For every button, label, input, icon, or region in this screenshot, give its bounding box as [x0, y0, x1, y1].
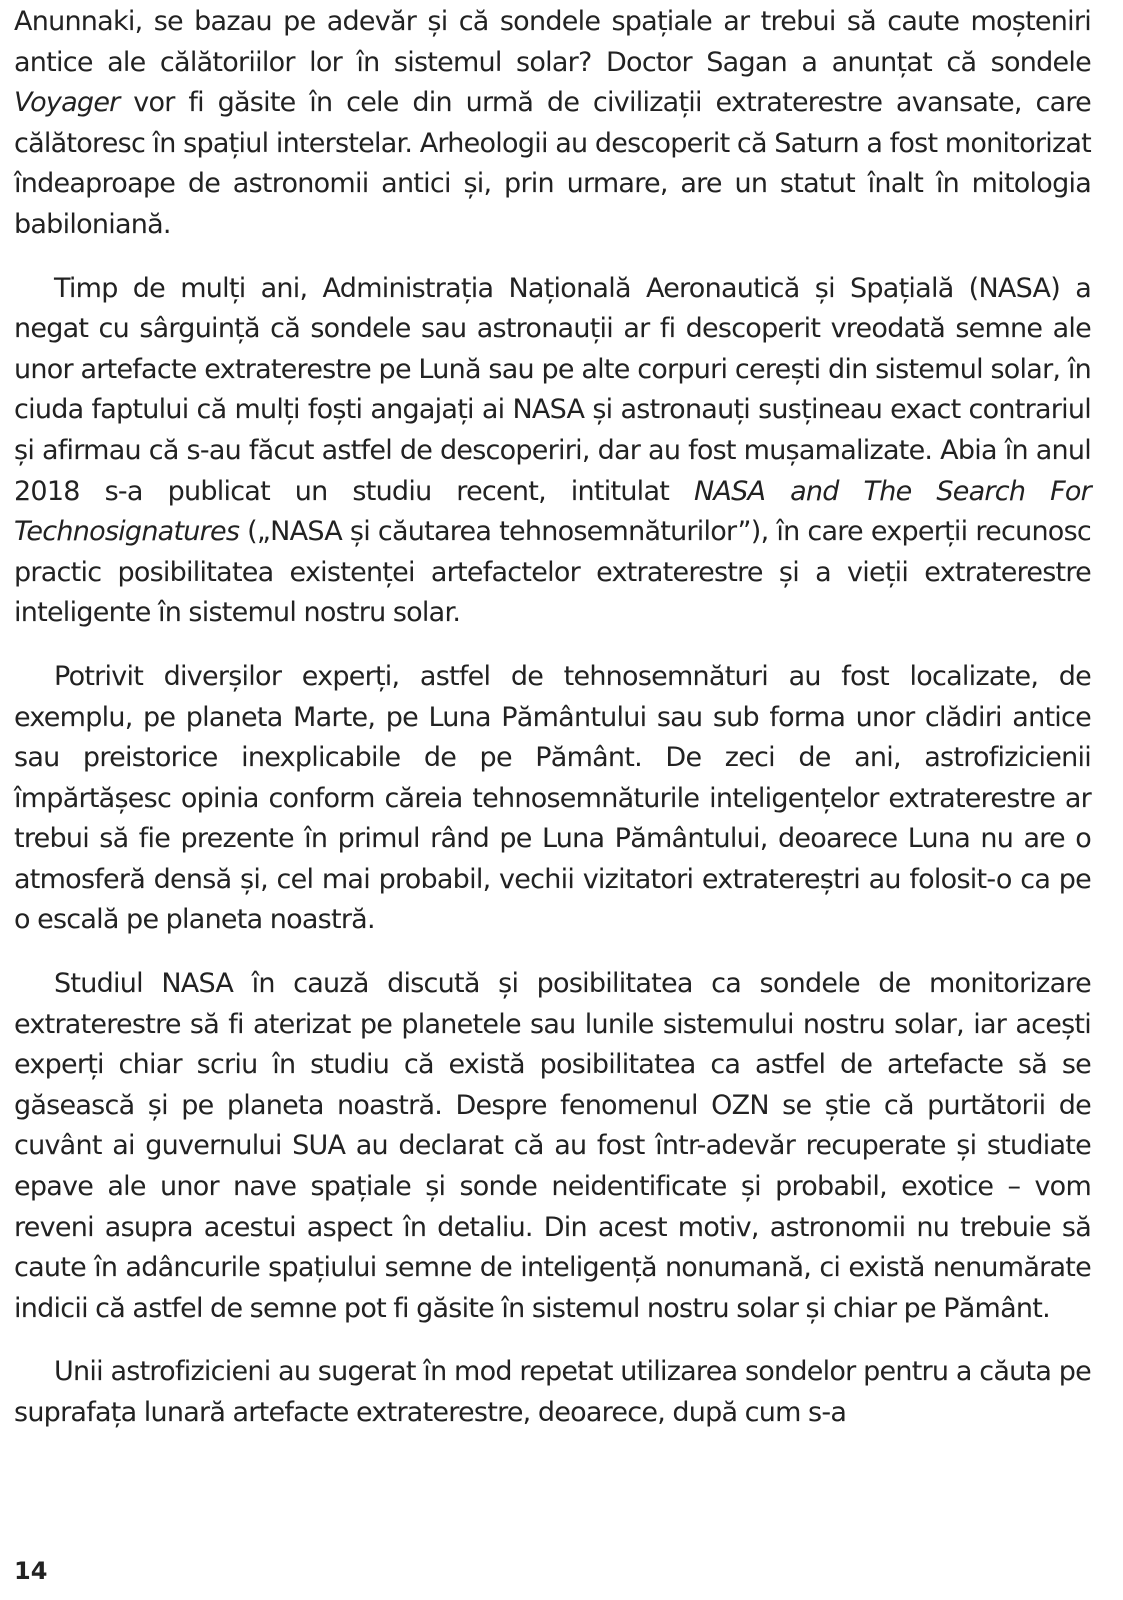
paragraph-2	[14, 269, 1091, 634]
paragraph-2-text-2: („NASA și căutarea tehnosemnăturilor”), în care experții recunosc practic posibilitatea existenței artefactelor extraterestre și a vieții extraterestre inteligente în sistemul nostru solar.	[14, 516, 1091, 629]
paragraph-1-text-2: vor fi găsite în cele din urmă de civilizații extraterestre avansate, care călătoresc în spațiul interstelar. Arheologii au descoperit că Saturn a fost monitorizat îndeaproape de astronomii antici și, prin urmare, are un statut înalt în mitologia babiloniană.	[14, 87, 1091, 240]
page-body	[14, 2, 1091, 1434]
page-number: 14	[14, 1557, 48, 1585]
paragraph-4-text-1: Studiul NASA în cauză discută și posibilitatea ca sondele de monitorizare extraterestre să fi aterizat pe planetele sau lunile sistemului nostru solar, iar acești experți chiar scriu în studiu că există posibilitatea ca astfel de artefacte să se găsească și pe planeta noastră. Despre fenomenul OZN se știe că purtătorii de cuvânt ai guvernului SUA au declarat că au fost într-adevăr recuperate și studiate epave ale unor nave spațiale și sonde neidentificate și probabil, exotice – vom reveni asupra acestui aspect în detaliu. Din acest motiv, astronomii nu trebuie să caute în adâncurile spațiului semne de inteligență nonumană, ci există nenumărate indicii că astfel de semne pot fi găsite în sistemul nostru solar și chiar pe Pământ.	[14, 968, 1091, 1324]
paragraph-1	[14, 2, 1091, 246]
paragraph-3-text-1: Potrivit diverșilor experți, astfel de tehnosemnături au fost localizate, de exemplu, pe planeta Marte, pe Luna Pământului sau sub forma unor clădiri antice sau preistorice inexplicabile de pe Pământ. De zeci de ani, astrofizicienii împărtășesc opinia conform căreia tehnosemnăturile inteligențelor extraterestre ar trebui să fie prezente în primul rând pe Luna Pământului, deoarece Luna nu are o atmosferă densă și, cel mai probabil, vechii vizitatori extratereștri au folosit-o ca pe o escală pe planeta noastră.	[14, 660, 1091, 936]
paragraph-2-study-title: NASA and The Search For Technosignatures	[14, 475, 1091, 548]
paragraph-5-text-1: Unii astrofizicieni au sugerat în mod repetat utilizarea sondelor pentru a căuta pe suprafața lunară artefacte extraterestre, deoarece, după cum s-a	[14, 1356, 1091, 1428]
paragraph-1-text-1: Anunnaki, se bazau pe adevăr și că sondele spațiale ar trebui să caute moșteniri antice ale călătoriilor lor în sistemul solar? Doctor Sagan a anunțat că sondele	[14, 6, 1091, 78]
paragraph-3	[14, 657, 1091, 941]
paragraph-4	[14, 964, 1091, 1329]
paragraph-5	[14, 1352, 1091, 1433]
paragraph-2-text-1: Timp de mulți ani, Administrația Națională Aeronautică și Spațială (NASA) a negat cu sârguință că sondele sau astronauții ar fi descoperit vreodată semne ale unor artefacte extraterestre pe Lună sau pe alte corpuri cerești din sistemul solar, în ciuda faptului că mulți foști angajați ai NASA și astronauți susțineau exact contrariul și afirmau că s-au făcut astfel de descoperiri, dar au fost mușamalizate. Abia în anul 2018 s-a publicat un studiu recent, intitulat	[14, 272, 1091, 507]
paragraph-1-title-voyager: Voyager	[14, 87, 120, 119]
